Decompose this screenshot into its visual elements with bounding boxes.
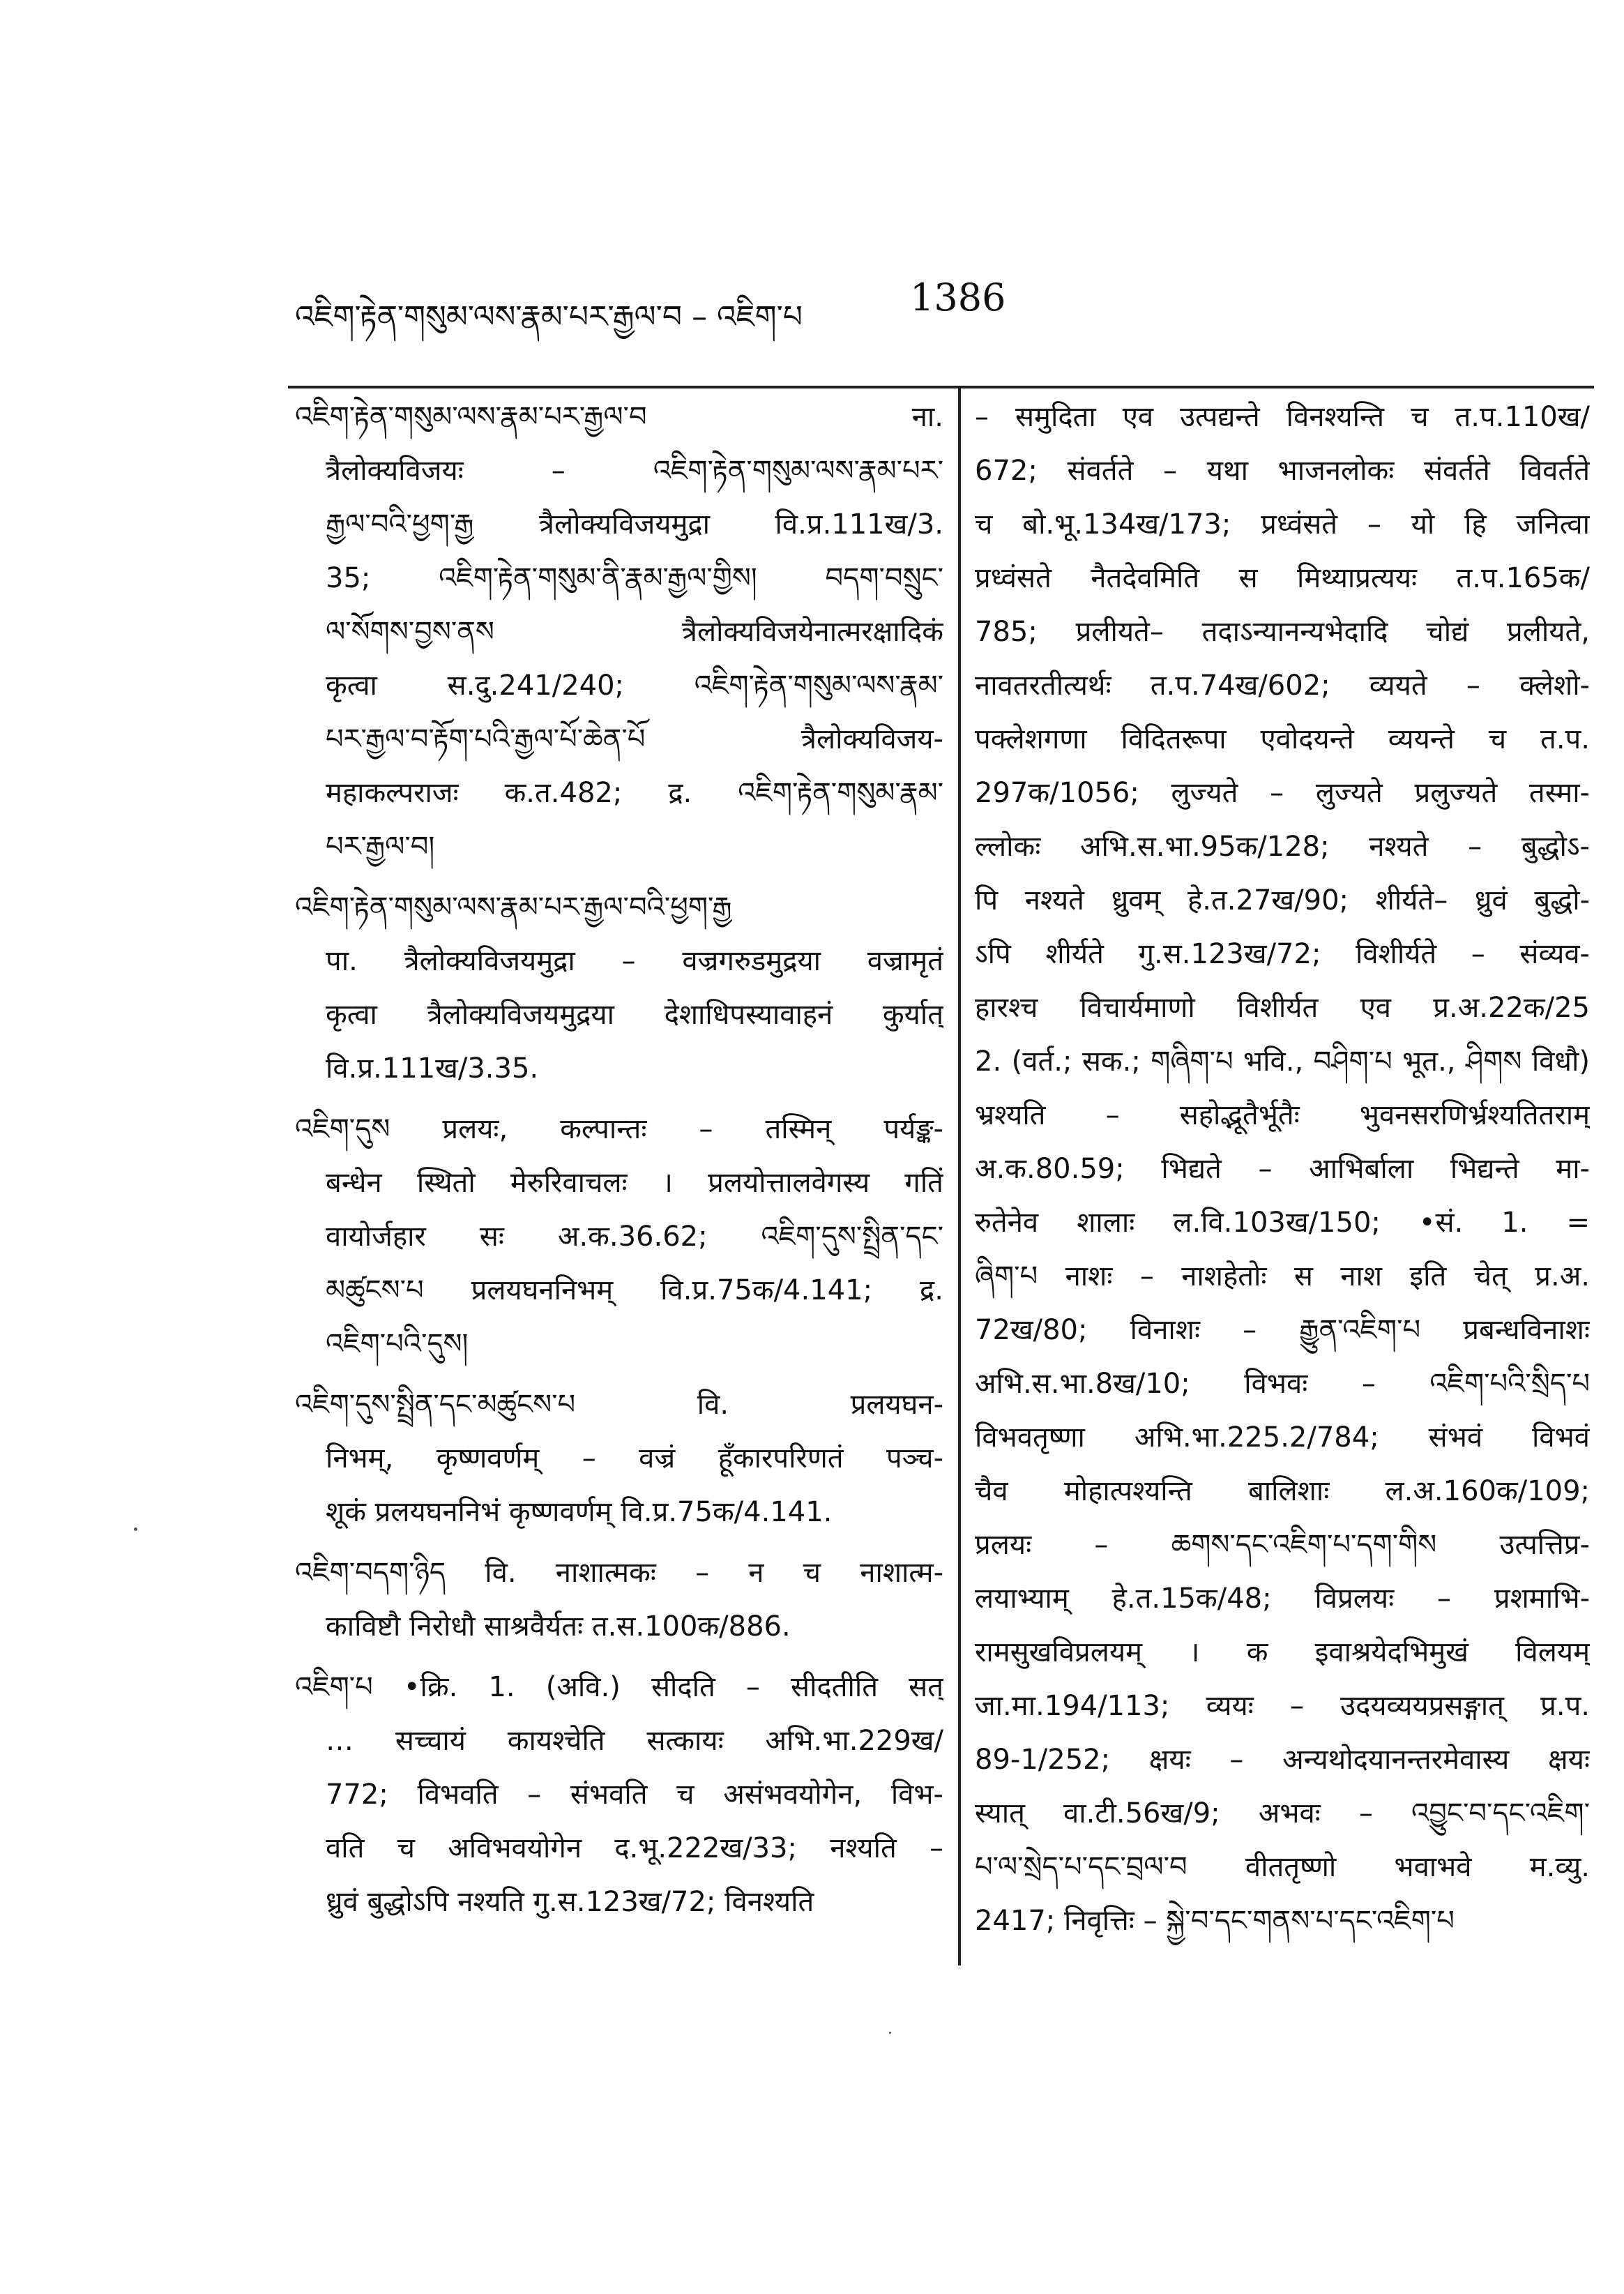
- entry-text-line: पि नश्यते ध्रुवम् हे.त.27ख/90; शीर्यते– ध्रुवं बुद्धो-: [975, 884, 1590, 916]
- entry-text-line: – समुदिता एव उत्पद्यन्ते विनश्यन्ति च त.प.110ख/: [975, 401, 1590, 433]
- dictionary-entry: [295, 1103, 943, 1371]
- entry-headword-line: འཇིག་རྟེན་གསུམ་ལས་རྣམ་པར་རྒྱལ་བ ना.: [295, 401, 943, 433]
- page-number: 1386: [910, 276, 1006, 319]
- entry-text-line: रुतेनेव शालाः ल.वि.103ख/150; •सं. 1. =: [975, 1207, 1590, 1239]
- entry-text-line: 772; विभवति – संभवति च असंभवयोगेन, विभ-: [326, 1779, 943, 1811]
- entry-text-line: ཞིག་པ नाशः – नाशहेतोः स नाश इति चेत् प्र.अ.: [975, 1260, 1590, 1292]
- entry-headword-line: འཇིག་བདག་ཉིད वि. नाशात्मकः – न च नाशात्म-: [295, 1557, 943, 1589]
- entry-text-line: प्रध्वंसते नैतदेवमिति स मिथ्याप्रत्ययः त.प.165क/: [975, 562, 1590, 594]
- right-column: [975, 391, 1590, 1948]
- entry-text-line: वति च अविभवयोगेन द.भू.222ख/33; नश्यति –: [326, 1832, 943, 1864]
- entry-text-line: वायोर्जहार सः अ.क.36.62; འཇིག་དུས་སྤྲིན་དང་: [326, 1221, 943, 1253]
- entry-text-line: पा. त्रैलोक्यविजयमुद्रा – वज्रगरुडमुद्रया वज्रामृतं: [326, 945, 943, 977]
- entry-text-line: 2417; निवृत्तिः – སྐྱེ་བ་དང་གནས་པ་དང་འཇིག་པ: [975, 1905, 1455, 1937]
- dictionary-entry: [295, 391, 943, 874]
- entry-text-line: हारश्च विचार्यमाणो विशीर्यत एव प्र.अ.22क/25: [975, 992, 1590, 1024]
- entry-text-line: 785; प्रलीयते– तदाऽन्यानन्यभेदादि चोद्यं प्रलीयते,: [975, 616, 1590, 648]
- column-divider: [958, 388, 961, 1965]
- entry-text-line: कृत्वा स.दु.241/240; འཇིག་རྟེན་གསུམ་ལས་རྣམ་: [326, 670, 943, 702]
- entry-text-line: जा.मा.194/113; व्ययः – उदयव्ययप्रसङ्गात् प्र.प.: [975, 1690, 1590, 1722]
- entry-text-line: विभवतृष्णा अभि.भा.225.2/784; संभवं विभवं: [975, 1421, 1590, 1454]
- entry-text-line: ལ་སོགས་བྱས་ནས त्रैलोक्यविजयेनात्मरक्षादिकं: [326, 616, 943, 648]
- entry-text-line: पक्लेशगणा विदितरूपा एवोदयन्ते व्ययन्ते च त.प.: [975, 723, 1590, 755]
- left-column: [295, 391, 943, 1936]
- dictionary-entry: [295, 1546, 943, 1654]
- entry-text-line: ल्लोकः अभि.स.भा.95क/128; नश्यते – बुद्धोऽ-: [975, 831, 1590, 863]
- entry-text-line: འཇིག་པའི་དུས།: [326, 1328, 469, 1360]
- entry-text-line: པར་རྒྱལ་བ།: [326, 831, 435, 863]
- entry-text-line: शूकं प्रलयघननिभं कृष्णवर्णम् वि.प्र.75क/4.141.: [326, 1496, 833, 1528]
- entry-text-line: 89-1/252; क्षयः – अन्यथोदयानन्तरमेवास्य क्षयः: [975, 1744, 1590, 1776]
- entry-text-line: काविष्टौ निरोधौ साश्रवैर्यतः त.स.100क/886.: [326, 1610, 791, 1643]
- entry-text-line: कृत्वा त्रैलोक्यविजयमुद्रया देशाधिपस्यावाहनं कुर्यात्: [326, 999, 943, 1031]
- entry-text-line: པ་ལ་སྲེད་པ་དང་བྲལ་བ वीततृष्णो भवाभवे म.व्यु.: [975, 1851, 1590, 1883]
- entry-text-line: ऽपि शीर्यते गु.स.123ख/72; विशीर्यते – संव्यव-: [975, 938, 1590, 970]
- dictionary-entry: [295, 1661, 943, 1929]
- entry-text-line: वि.प्र.111ख/3.35.: [326, 1052, 539, 1085]
- entry-headword-line: འཇིག་རྟེན་གསུམ་ལས་རྣམ་པར་རྒྱལ་བའི་ཕྱག་རྒྱ: [295, 891, 732, 923]
- entry-text-line: ध्रुवं बुद्धोऽपि नश्यति गु.स.123ख/72; विनश्यति: [326, 1886, 814, 1918]
- entry-text-line: नावतरतीत्यर्थः त.प.74ख/602; व्ययते – क्लेशो-: [975, 670, 1590, 702]
- entry-text-line: པར་རྒྱལ་བ་རྟོག་པའི་རྒྱལ་པོ་ཆེན་པོ त्रैलोक्यविजय-: [326, 723, 943, 755]
- scan-speck: [889, 2032, 891, 2034]
- entry-text-line: 297क/1056; लुज्यते – लुज्यते प्रलुज्यते तस्मा-: [975, 777, 1590, 809]
- entry-text-line: भ्रश्यति – सहोद्भूतैर्भूतैः भुवनसरणिर्भ्रश्यतितराम्: [975, 1099, 1590, 1131]
- entry-text-line: लयाभ्याम् हे.त.15क/48; विप्रलयः – प्रशमाभि-: [975, 1583, 1590, 1615]
- entry-text-line: 2. (वर्त.; सक.; གཞིག་པ भवि., བཤིག་པ भूत., ཤིགས विधौ): [975, 1046, 1590, 1078]
- dictionary-entry: [295, 1378, 943, 1539]
- entry-text-line: … सच्चायं कायश्चेति सत्कायः अभि.भा.229ख/: [326, 1725, 943, 1757]
- entry-headword-line: འཇིག་པ •क्रि. 1. (अवि.) सीदति – सीदतीति सत्: [295, 1671, 943, 1703]
- entry-text-line: स्यात् वा.टी.56ख/9; अभवः – འབྱུང་བ་དང་འཇིག་: [975, 1797, 1590, 1829]
- entry-text-line: च बो.भू.134ख/173; प्रध्वंसते – यो हि जनित्वा: [975, 508, 1590, 541]
- entry-text-line: रामसुखविप्रलयम् । क इवाश्रयेदभिमुखं विलयम्: [975, 1636, 1590, 1668]
- entry-text-line: चैव मोहात्पश्यन्ति बालिशाः ल.अ.160क/109;: [975, 1475, 1590, 1507]
- entry-text-line: 35; འཇིག་རྟེན་གསུམ་ནི་རྣམ་རྒྱལ་གྱིས། བདག་བསྲུང་: [326, 562, 943, 594]
- header-rule: [288, 386, 1594, 388]
- entry-text-line: प्रलयः – ཆགས་དང་འཇིག་པ་དག་གིས उत्पत्तिप्र-: [975, 1529, 1590, 1561]
- entry-text-line: 72ख/80; विनाशः – རྒྱུན་འཇིག་པ प्रबन्धविनाशः: [975, 1314, 1590, 1346]
- entry-text-line: बन्धेन स्थितो मेरुरिवाचलः । प्रलयोत्तालवेगस्य गतिं: [326, 1167, 943, 1199]
- entry-text-line: निभम्, कृष्णवर्णम् – वज्रं हूँकारपरिणतं पञ्च-: [326, 1442, 943, 1474]
- entry-text-line: त्रैलोक्यविजयः – འཇིག་རྟེན་གསུམ་ལས་རྣམ་པར་: [326, 455, 943, 487]
- entry-text-line: 672; संवर्तते – यथा भाजनलोकः संवर्तते विवर्तते: [975, 455, 1590, 487]
- dictionary-entry: [295, 881, 943, 1096]
- entry-text-line: རྒྱལ་བའི་ཕྱག་རྒྱ त्रैलोक्यविजयमुद्रा वि.प्र.111ख/3.: [326, 508, 943, 541]
- entry-text-line: अभि.स.भा.8ख/10; विभवः – འཇིག་པའི་སྲིད་པ: [975, 1368, 1590, 1400]
- entry-text-line: महाकल्पराजः क.त.482; द्र. འཇིག་རྟེན་གསུམ་རྣམ་: [326, 777, 943, 809]
- entry-text-line: अ.क.80.59; भिद्यते – आभिर्बाला भिद्यन्ते मा-: [975, 1153, 1590, 1185]
- entry-text-line: མཚུངས་པ प्रलयघननिभम् वि.प्र.75क/4.141; द्र.: [326, 1274, 943, 1306]
- entry-headword-line: འཇིག་དུས་སྤྲིན་དང་མཚུངས་པ वि. प्रलयघन-: [295, 1389, 943, 1421]
- scan-speck: [134, 1527, 137, 1531]
- header-title: འཇིག་རྟེན་གསུམ་ལས་རྣམ་པར་རྒྱལ་བ – འཇིག་པ: [295, 299, 803, 335]
- entry-headword-line: འཇིག་དུས प्रलयः, कल्पान्तः – तस्मिन् पर्यङ्क-: [295, 1113, 943, 1145]
